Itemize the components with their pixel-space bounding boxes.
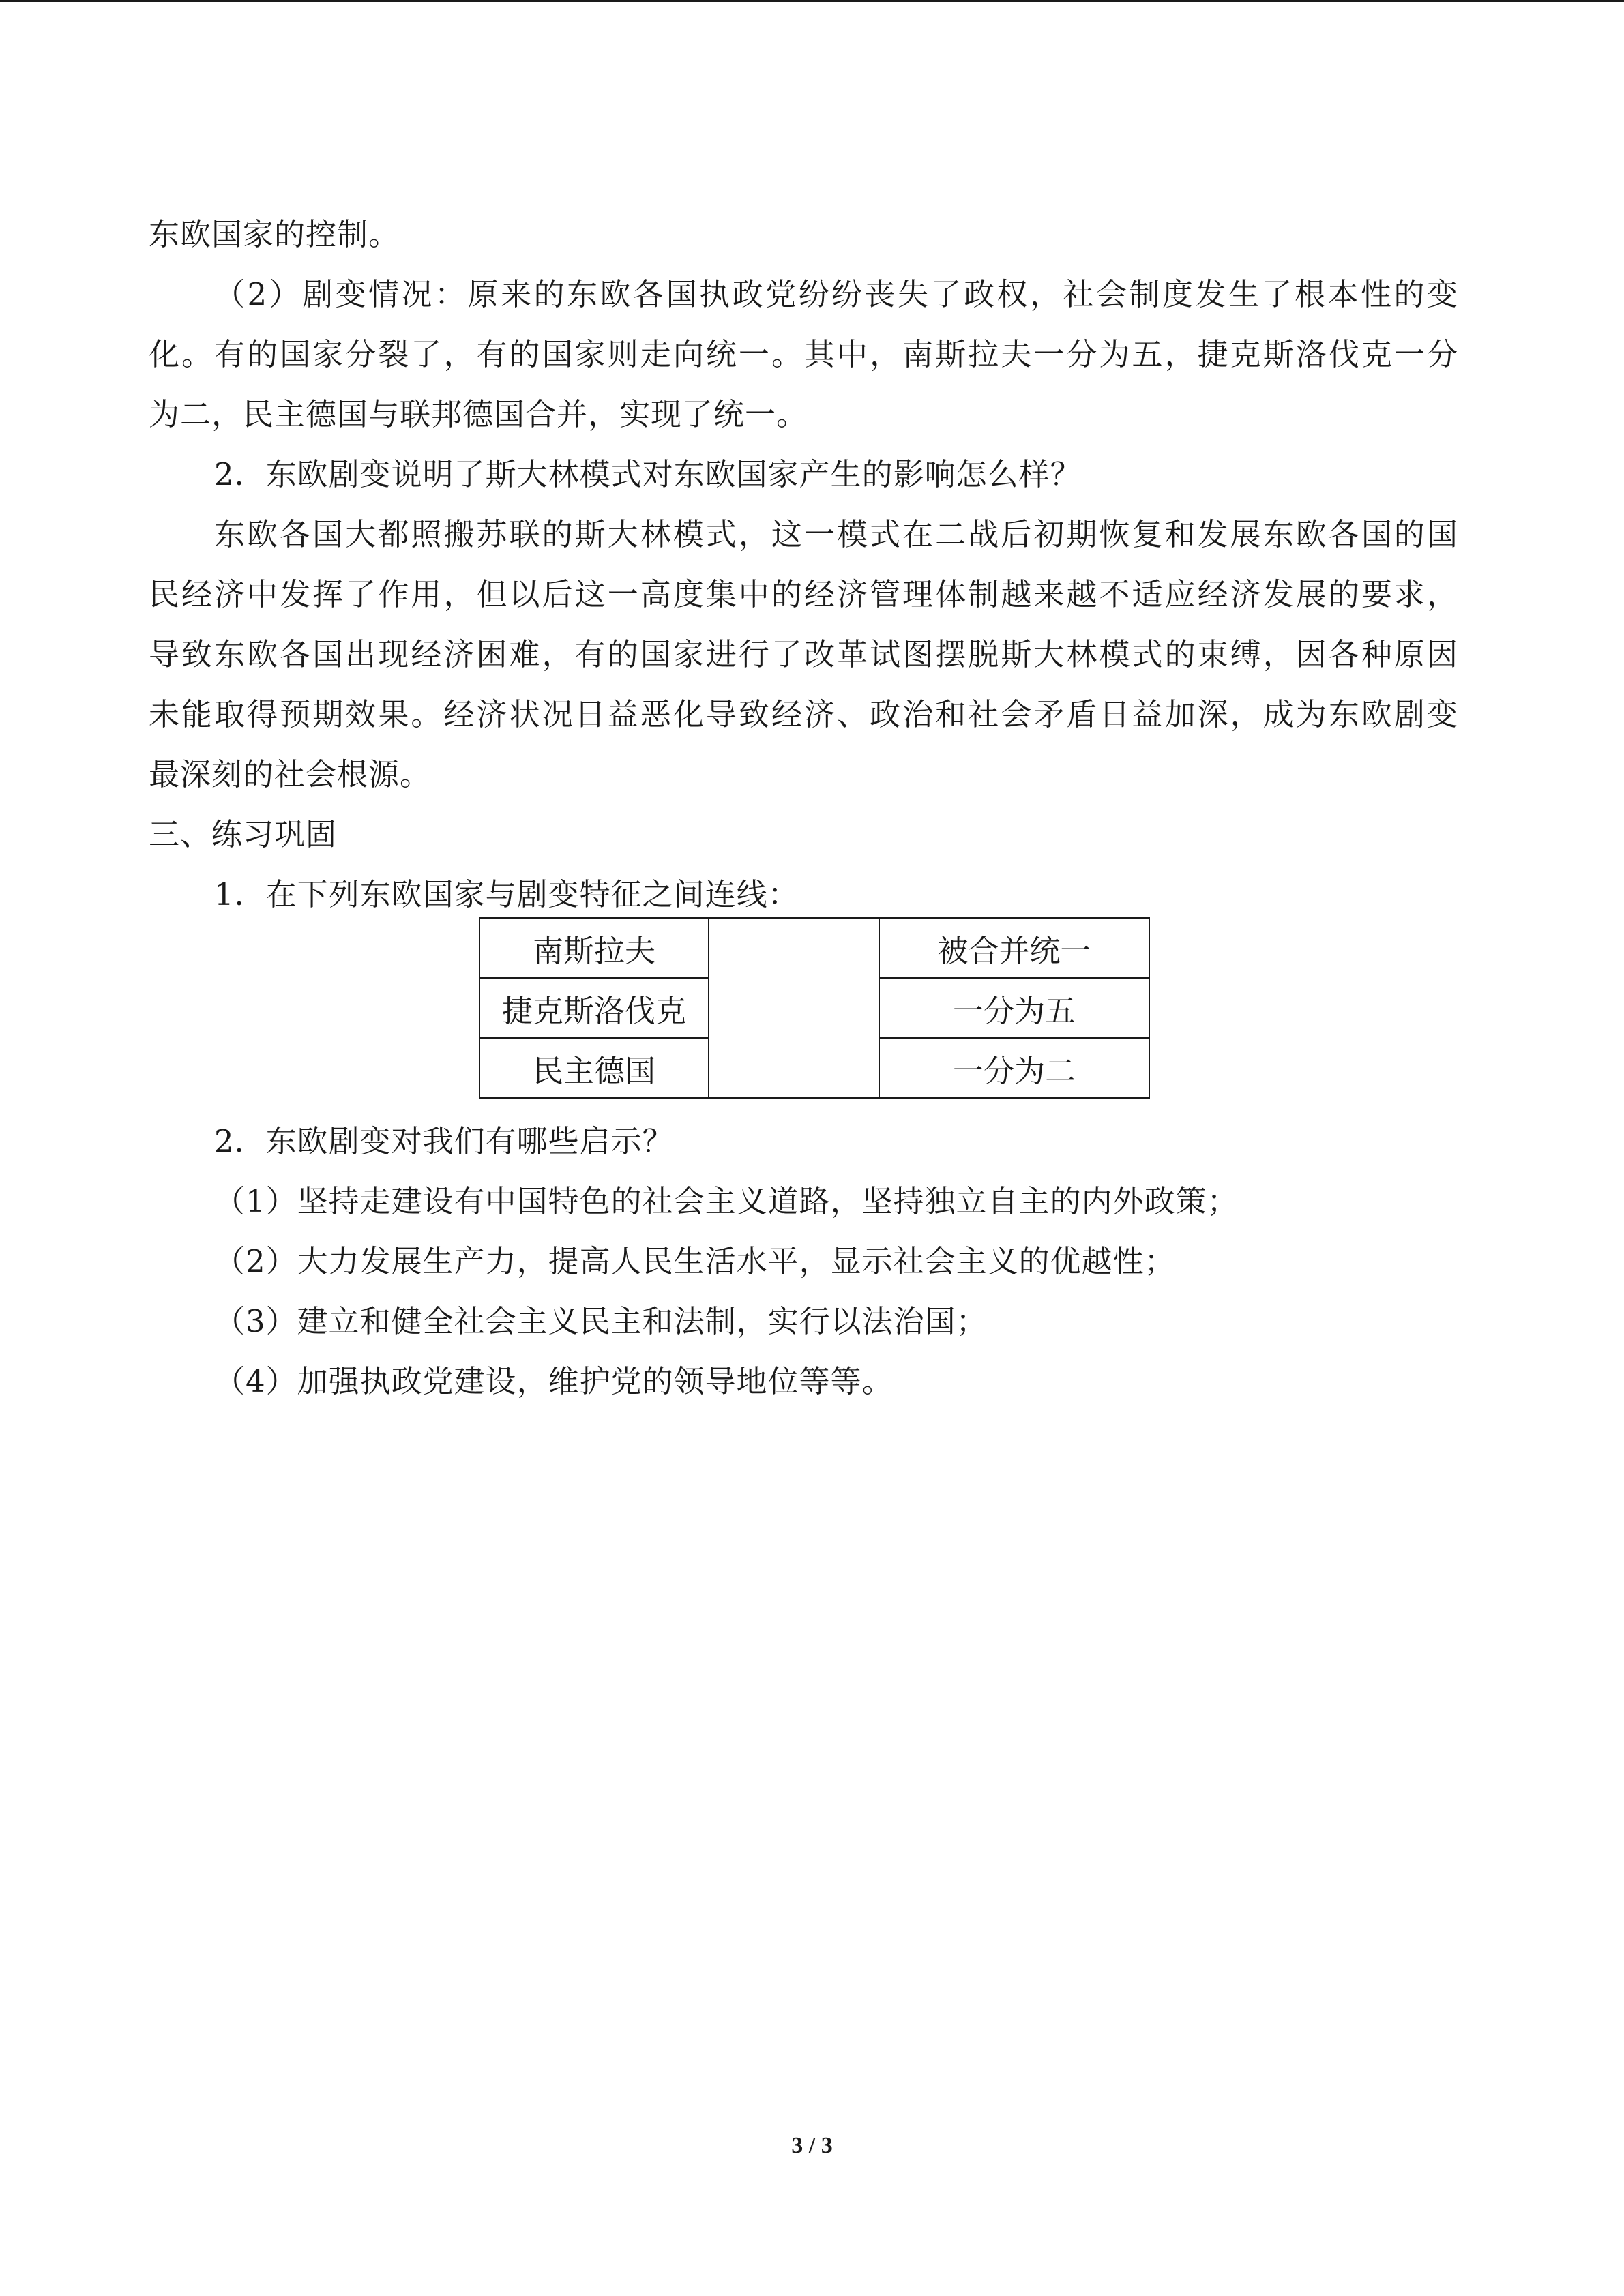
exercise-2-prompt: 2．东欧剧变对我们有哪些启示？ — [214, 1123, 674, 1159]
matching-table — [479, 917, 1150, 1099]
paragraph-upheaval-line-1: （2）剧变情况：原来的东欧各国执政党纷纷丧失了政权，社会制度发生了根本性的变 — [214, 276, 1458, 312]
page-number: 3 / 3 — [791, 2133, 833, 2158]
feature-cell: 被合并统一 — [879, 918, 1149, 978]
connection-area[interactable] — [709, 918, 879, 1098]
section-heading-practice: 三、练习巩固 — [149, 816, 338, 852]
answer-2-line-5: 最深刻的社会根源。 — [149, 756, 432, 792]
page-top-border — [0, 0, 1624, 2]
paragraph-upheaval-line-2: 化。有的国家分裂了，有的国家则走向统一。其中，南斯拉夫一分为五，捷克斯洛伐克一分 — [149, 336, 1458, 372]
lesson-item: （1）坚持走建设有中国特色的社会主义道路，坚持独立自主的内外政策； — [214, 1183, 1239, 1219]
feature-cell: 一分为二 — [879, 1038, 1149, 1098]
lesson-item: （3）建立和健全社会主义民主和法制，实行以法治国； — [214, 1303, 988, 1339]
feature-cell: 一分为五 — [879, 978, 1149, 1038]
table-row — [479, 918, 1149, 978]
lesson-item: （4）加强执政党建设，维护党的领导地位等等。 — [214, 1363, 894, 1399]
question-2: 2．东欧剧变说明了斯大林模式对东欧国家产生的影响怎么样？ — [214, 456, 1082, 492]
country-cell: 捷克斯洛伐克 — [479, 978, 709, 1038]
document-body — [149, 205, 1458, 925]
answer-2-line-4: 未能取得预期效果。经济状况日益恶化导致经济、政治和社会矛盾日益加深，成为东欧剧变 — [149, 696, 1458, 732]
paragraph-continuation: 东欧国家的控制。 — [149, 216, 400, 252]
lessons-section — [149, 1112, 1458, 1412]
exercise-1-prompt: 1．在下列东欧国家与剧变特征之间连线： — [214, 876, 799, 912]
country-cell: 南斯拉夫 — [479, 918, 709, 978]
country-cell: 民主德国 — [479, 1038, 709, 1098]
answer-2-line-3: 导致东欧各国出现经济困难，有的国家进行了改革试图摆脱斯大林模式的束缚，因各种原因 — [149, 636, 1458, 672]
answer-2-line-2: 民经济中发挥了作用，但以后这一高度集中的经济管理体制越来越不适应经济发展的要求， — [149, 576, 1458, 612]
answer-2-line-1: 东欧各国大都照搬苏联的斯大林模式，这一模式在二战后初期恢复和发展东欧各国的国 — [214, 516, 1458, 552]
lesson-item: （2）大力发展生产力，提高人民生活水平，显示社会主义的优越性； — [214, 1243, 1176, 1279]
paragraph-upheaval-line-3: 为二，民主德国与联邦德国合并，实现了统一。 — [149, 396, 808, 432]
